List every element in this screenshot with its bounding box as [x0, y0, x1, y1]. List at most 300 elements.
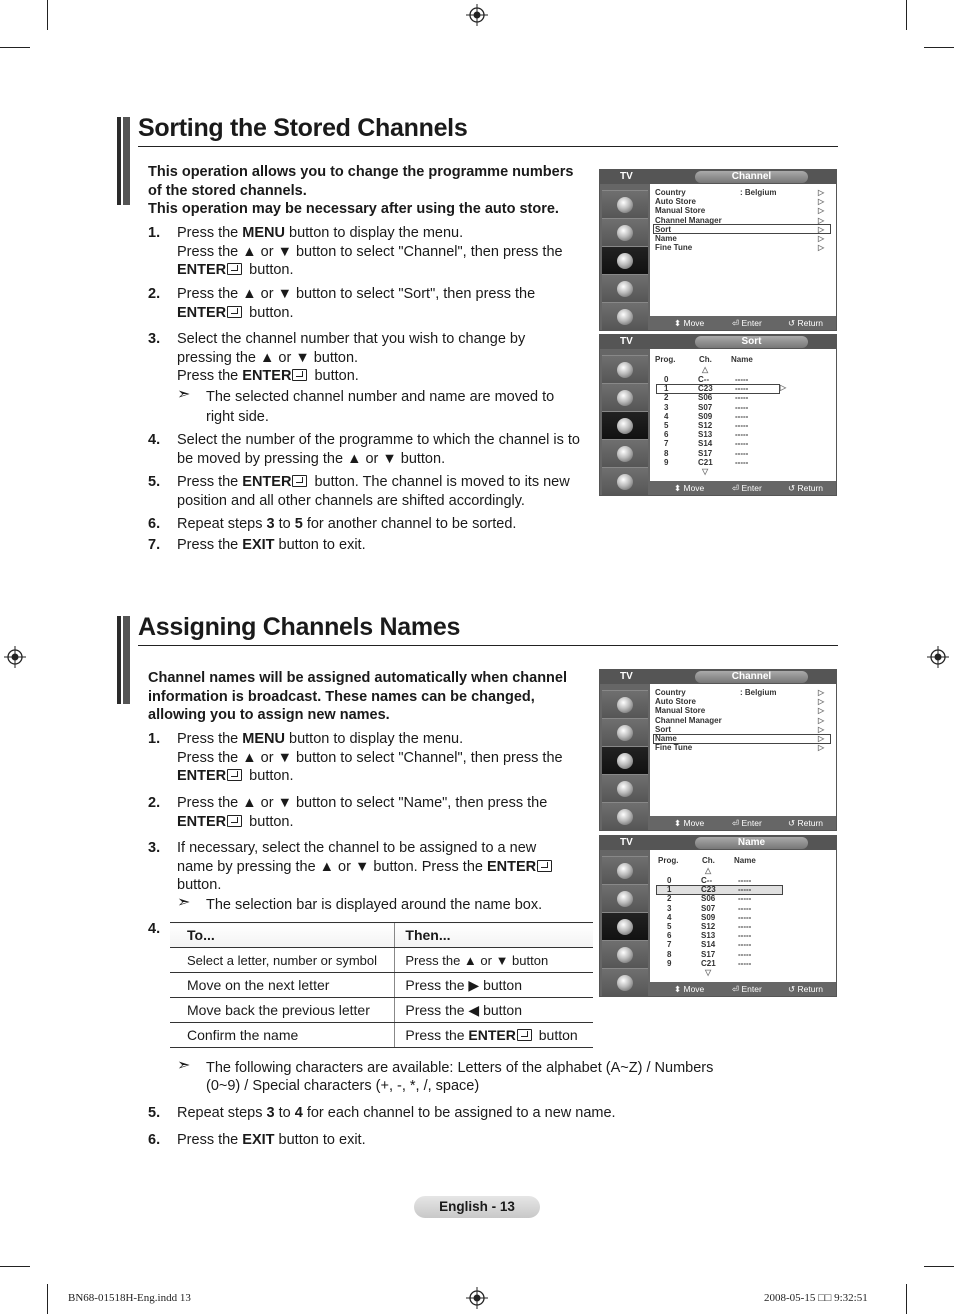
footer-return: ↺ Return [788, 818, 823, 828]
section-title: Sorting the Stored Channels [138, 114, 468, 142]
step-text: Select the channel number that you wish to change by [177, 331, 526, 347]
list-row [650, 458, 836, 467]
step-text: be moved by pressing the ▲ or ▼ button. [177, 450, 446, 467]
note-arrow-icon: ➣ [177, 894, 191, 911]
tv-label: TV [620, 671, 633, 682]
tv-footer [650, 982, 836, 996]
sidebar-tab [602, 968, 648, 997]
table-cell: Confirm the name [170, 1023, 395, 1048]
picture-icon [617, 197, 633, 213]
step-number: 5. [148, 474, 161, 490]
step-text: name by pressing the ▲ or ▼ button. Press the ENTER [177, 858, 555, 877]
step-text: Press the ▲ or ▼ button to select "Channel", then press the [177, 243, 563, 260]
list-cell: 3 [664, 402, 669, 412]
selection-highlight [653, 224, 831, 234]
list-row [650, 913, 836, 922]
sidebar-tab [602, 467, 648, 496]
list-cell: 7 [664, 439, 669, 449]
list-cell: 6 [667, 931, 672, 941]
menu-item-label: Fine Tune [655, 743, 693, 753]
menu-item [655, 197, 825, 207]
crop-mark [906, 0, 907, 30]
sound-icon [617, 225, 633, 241]
input-icon [617, 975, 633, 991]
list-row [650, 449, 836, 458]
arrow-right-icon: ▷ [818, 697, 825, 707]
crop-mark [924, 47, 954, 48]
footer-enter: ⏎ Enter [732, 318, 762, 328]
step-text: Press the MENU button to display the menu. [177, 225, 464, 241]
sidebar-tab [602, 246, 648, 275]
step-text: button. [177, 877, 222, 893]
tv-main [650, 850, 836, 982]
sound-icon [617, 725, 633, 741]
list-cell: 2 [667, 894, 672, 904]
list-cell: C-- [701, 876, 713, 885]
list-cell: ----- [735, 439, 749, 449]
step-text: Press the ENTER button. The channel is moved to its new [177, 474, 570, 490]
picture-icon [617, 362, 633, 378]
step-number: 2. [148, 286, 161, 302]
note-arrow-icon: ➣ [177, 386, 191, 403]
step-text: Press the ENTER button. [177, 368, 359, 384]
step-text: ENTER button. [177, 304, 294, 321]
sidebar-tab [602, 274, 648, 303]
footer-enter: ⏎ Enter [732, 818, 762, 828]
arrow-right-icon: ▷ [818, 224, 825, 234]
menu-item-label: Sort [655, 724, 671, 734]
registration-mark-icon [4, 646, 26, 668]
arrow-right-icon: ▷ [818, 206, 825, 216]
list-row [650, 940, 836, 949]
enter-icon [292, 475, 307, 487]
menu-item-label: Manual Store [655, 706, 706, 716]
list-cell: 5 [664, 421, 669, 430]
menu-item-label: Sort [655, 224, 671, 234]
tv-header [600, 836, 836, 850]
list-cell: ----- [735, 457, 749, 467]
tv-label: TV [620, 171, 633, 182]
menu-item-label: Name [655, 234, 677, 243]
step-number: 4. [148, 432, 161, 448]
table-cell: Press the ▶ button [395, 973, 593, 998]
list-cell: 0 [664, 375, 669, 384]
enter-icon [227, 769, 242, 781]
input-icon [617, 809, 633, 825]
step-text: position and all other channels are shifted accordingly. [177, 492, 525, 509]
section-bar [117, 117, 130, 205]
list-row [650, 393, 836, 402]
note-text: The following characters are available: Letters of the alphabet (A~Z) / Numbers [206, 1060, 714, 1076]
list-header: Prog. [655, 355, 676, 364]
list-cell: ----- [738, 894, 752, 904]
menu-item-label: Fine Tune [655, 243, 693, 253]
list-row [650, 439, 836, 448]
menu-item-label: Auto Store [655, 197, 696, 207]
key-table [170, 922, 593, 1048]
table-header: To... [170, 923, 395, 948]
crop-mark [906, 1284, 907, 1314]
list-row [650, 412, 836, 421]
list-header: Prog. [658, 856, 679, 865]
footer-move: ⬍ Move [674, 984, 705, 994]
arrow-right-icon: ▷ [818, 234, 825, 243]
menu-item [655, 715, 825, 725]
step-number: 5. [148, 1105, 161, 1121]
list-cell: S12 [701, 922, 716, 931]
step-text: ENTER button. [177, 262, 294, 278]
arrow-right-icon: ▷ [818, 724, 825, 734]
sidebar-tab [602, 190, 648, 219]
intro-line: This operation allows you to change the programme numbers [148, 164, 574, 180]
menu-item-label: Manual Store [655, 206, 706, 216]
list-cell: 4 [667, 912, 672, 922]
list-cell: S14 [701, 940, 716, 950]
list-cell: 8 [664, 448, 669, 458]
tv-header [600, 170, 836, 184]
channel-icon [617, 418, 633, 434]
list-cell: ----- [735, 430, 749, 440]
setup-icon [617, 281, 633, 297]
enter-icon [227, 263, 242, 275]
list-cell: S14 [698, 439, 713, 449]
note-arrow-icon: ➣ [177, 1057, 191, 1074]
step-number: 1. [148, 225, 161, 241]
sidebar-tab [602, 912, 648, 941]
step-number: 6. [148, 516, 161, 532]
table-cell: Select a letter, number or symbol [170, 948, 395, 973]
list-cell: 8 [667, 949, 672, 959]
tv-sidebar [600, 184, 650, 330]
list-header: Name [734, 856, 756, 865]
registration-mark-icon [466, 1287, 488, 1309]
menu-item-label: Channel Manager [655, 715, 722, 725]
list-cell: ----- [738, 931, 752, 941]
setup-icon [617, 446, 633, 462]
list-cell: S06 [698, 393, 713, 403]
list-row [650, 421, 836, 430]
note-text: right side. [206, 409, 269, 425]
note-text: The selected channel number and name are moved to [206, 389, 555, 405]
step-text: Press the MENU button to display the menu. [177, 731, 464, 747]
list-cell: 1 [664, 384, 669, 394]
tv-footer [650, 481, 836, 495]
list-cell: ----- [738, 876, 752, 885]
list-row [650, 950, 836, 959]
sidebar-tab [602, 884, 648, 913]
list-cell: ----- [735, 393, 749, 403]
sound-icon [617, 891, 633, 907]
sidebar-tab [602, 940, 648, 969]
menu-item [655, 697, 825, 707]
menu-item-label: Country [655, 188, 686, 197]
crop-mark [0, 47, 30, 48]
list-cell: 6 [664, 430, 669, 440]
sidebar-tab [602, 856, 648, 885]
list-cell: ----- [735, 421, 749, 430]
scroll-down-icon: ▽ [705, 968, 712, 977]
list-cell: C21 [698, 457, 713, 467]
tv-screen-channel [599, 669, 837, 831]
arrow-right-icon: ▷ [818, 715, 825, 725]
section-divider [138, 146, 838, 147]
list-header: Name [731, 355, 753, 364]
tv-sidebar [600, 850, 650, 996]
step-text: Press the EXIT button to exit. [177, 1132, 366, 1148]
setup-icon [617, 781, 633, 797]
table-cell: Press the ▲ or ▼ button [395, 948, 593, 973]
step-text: Press the ▲ or ▼ button to select "Sort", then press the [177, 286, 536, 302]
page-number-badge: English - 13 [414, 1196, 540, 1218]
table-row [170, 1023, 593, 1048]
section-title: Assigning Channels Names [138, 613, 461, 641]
sidebar-tab [602, 411, 648, 440]
date-slug: 2008-05-15 □□ 9:32:51 [764, 1292, 868, 1304]
intro-line: of the stored channels. [148, 182, 307, 199]
table-cell: Press the ◀ button [395, 998, 593, 1023]
footer-return: ↺ Return [788, 984, 823, 994]
footer-move: ⬍ Move [674, 818, 705, 828]
intro-line: allowing you to assign new names. [148, 707, 390, 723]
list-cell: ----- [738, 958, 752, 968]
sidebar-tab [602, 718, 648, 747]
section-bar [117, 616, 130, 704]
menu-item-value: : Belgium [740, 188, 777, 197]
list-cell: S17 [701, 949, 716, 959]
enter-icon [227, 306, 242, 318]
menu-title: Channel [695, 671, 808, 683]
step-text: Repeat steps 3 to 5 for another channel to be sorted. [177, 516, 517, 532]
arrow-right-icon: ▷ [818, 706, 825, 716]
tv-main [650, 184, 836, 316]
list-cell: 9 [664, 457, 669, 467]
list-row [650, 430, 836, 439]
list-row [650, 931, 836, 940]
tv-header [600, 335, 836, 349]
intro-line: information is broadcast. These names can be changed, [148, 688, 535, 705]
footer-enter: ⏎ Enter [732, 483, 762, 493]
list-cell: C23 [701, 885, 716, 895]
table-row [170, 998, 593, 1023]
arrow-right-icon: ▷ [818, 743, 825, 753]
step-text: pressing the ▲ or ▼ button. [177, 349, 359, 366]
sidebar-tab [602, 439, 648, 468]
list-cell: 9 [667, 958, 672, 968]
tv-sidebar [600, 684, 650, 830]
list-cell: C-- [698, 375, 710, 384]
scroll-up-icon: △ [702, 365, 709, 374]
menu-title: Name [695, 837, 808, 849]
section-intro [148, 669, 567, 725]
step-number: 7. [148, 537, 161, 553]
step-number: 3. [148, 331, 161, 347]
list-cell: 1 [667, 885, 672, 895]
sidebar-tab [602, 355, 648, 384]
list-header: Ch. [699, 355, 712, 364]
menu-item [655, 743, 825, 753]
selection-highlight [656, 384, 780, 394]
list-row [650, 894, 836, 903]
step-text: ENTER button. [177, 813, 294, 830]
list-cell: ----- [735, 448, 749, 458]
tv-main [650, 349, 836, 481]
arrow-right-icon: ▷ [818, 734, 825, 743]
tv-screen-sort [599, 334, 837, 496]
list-cell: 7 [667, 940, 672, 950]
list-cell: ----- [738, 885, 752, 895]
list-cell: ----- [738, 912, 752, 922]
list-row [650, 959, 836, 968]
list-row [650, 904, 836, 913]
section-intro [148, 163, 573, 219]
menu-item [655, 688, 825, 697]
note-text: (0~9) / Special characters (+, -, *, /, space) [206, 1078, 480, 1094]
channel-icon [617, 253, 633, 269]
registration-mark-icon [927, 646, 949, 668]
input-icon [617, 309, 633, 325]
list-cell: ----- [738, 922, 752, 931]
enter-icon [537, 860, 552, 872]
menu-item-label: Country [655, 688, 686, 697]
table-header: Then... [395, 923, 593, 948]
list-cell: ----- [735, 411, 749, 421]
selection-highlight [656, 885, 783, 895]
menu-title: Channel [695, 171, 808, 183]
list-cell: 4 [664, 411, 669, 421]
list-cell: 5 [667, 922, 672, 931]
crop-mark [47, 1284, 48, 1314]
sidebar-tab [602, 690, 648, 719]
list-cell: S13 [701, 931, 716, 941]
setup-icon [617, 947, 633, 963]
menu-item-label: Name [655, 734, 677, 743]
footer-return: ↺ Return [788, 318, 823, 328]
step-number: 3. [148, 840, 161, 856]
list-row [650, 922, 836, 931]
sound-icon [617, 390, 633, 406]
menu-item-label: Channel Manager [655, 215, 722, 225]
scroll-up-icon: △ [705, 866, 712, 875]
menu-item [655, 188, 825, 197]
menu-item-value: : Belgium [740, 688, 777, 697]
list-cell: ----- [738, 949, 752, 959]
tv-label: TV [620, 837, 633, 848]
menu-title: Sort [695, 336, 808, 348]
tv-main [650, 684, 836, 816]
file-slug: BN68-01518H-Eng.indd 13 [68, 1292, 191, 1304]
table-row [170, 973, 593, 998]
list-row [650, 375, 836, 384]
tv-label: TV [620, 336, 633, 347]
footer-return: ↺ Return [788, 483, 823, 493]
arrow-right-icon: ▷ [818, 243, 825, 253]
enter-icon [227, 815, 242, 827]
list-cell: C23 [698, 384, 713, 394]
picture-icon [617, 697, 633, 713]
sidebar-tab [602, 774, 648, 803]
sidebar-tab [602, 218, 648, 247]
list-cell: ----- [735, 384, 749, 394]
list-cell: S13 [698, 430, 713, 440]
menu-item [655, 724, 825, 734]
tv-footer [650, 316, 836, 330]
selection-highlight [653, 734, 831, 744]
sidebar-tab [602, 383, 648, 412]
tv-sidebar [600, 349, 650, 495]
sidebar-tab [602, 802, 648, 831]
list-cell: S07 [701, 903, 716, 913]
intro-line: This operation may be necessary after using the auto store. [148, 201, 559, 217]
menu-item [655, 706, 825, 716]
arrow-right-icon: ▷ [818, 688, 825, 697]
table-row [170, 948, 593, 973]
list-cell: S07 [698, 402, 713, 412]
tv-screen-channel [599, 169, 837, 331]
table-cell: Move back the previous letter [170, 998, 395, 1023]
enter-icon [292, 369, 307, 381]
list-cell: S09 [698, 411, 713, 421]
scroll-down-icon: ▽ [702, 467, 709, 476]
step-text: Press the ▲ or ▼ button to select "Name", then press the [177, 795, 548, 811]
list-cell: ----- [738, 940, 752, 950]
intro-line: Channel names will be assigned automatically when channel [148, 670, 568, 686]
list-cell: ----- [735, 402, 749, 412]
menu-item [655, 243, 825, 253]
sidebar-tab [602, 746, 648, 775]
list-cell: 2 [664, 393, 669, 403]
arrow-right-icon: ▷ [818, 197, 825, 207]
table-header-row [170, 923, 593, 948]
channel-icon [617, 919, 633, 935]
crop-mark [47, 0, 48, 30]
list-cell: 0 [667, 876, 672, 885]
tv-screen-name [599, 835, 837, 997]
arrow-right-icon: ▷ [818, 215, 825, 225]
registration-mark-icon [466, 4, 488, 26]
list-cell: S09 [701, 912, 716, 922]
list-cell: S12 [698, 421, 713, 430]
menu-item [655, 206, 825, 216]
arrow-right-icon: ▷ [780, 383, 787, 393]
tv-header [600, 670, 836, 684]
channel-icon [617, 753, 633, 769]
list-cell: S06 [701, 894, 716, 904]
footer-move: ⬍ Move [674, 483, 705, 493]
step-text: Repeat steps 3 to 4 for each channel to be assigned to a new name. [177, 1105, 616, 1121]
list-row [650, 403, 836, 412]
step-number: 4. [148, 921, 161, 937]
footer-move: ⬍ Move [674, 318, 705, 328]
input-icon [617, 474, 633, 490]
step-text: Press the EXIT button to exit. [177, 537, 366, 553]
tv-footer [650, 816, 836, 830]
list-cell: ----- [735, 375, 749, 384]
arrow-right-icon: ▷ [818, 188, 825, 197]
list-cell: S17 [698, 448, 713, 458]
enter-icon [517, 1029, 532, 1041]
section-divider [138, 645, 838, 646]
note-text: The selection bar is displayed around the name box. [206, 897, 543, 913]
menu-item-label: Auto Store [655, 697, 696, 707]
step-number: 2. [148, 795, 161, 811]
crop-mark [0, 1266, 30, 1267]
list-header: Ch. [702, 856, 715, 865]
sidebar-tab [602, 302, 648, 331]
table-cell: Press the ENTER button [395, 1023, 593, 1048]
menu-item [655, 215, 825, 225]
step-number: 1. [148, 731, 161, 747]
step-number: 6. [148, 1132, 161, 1148]
